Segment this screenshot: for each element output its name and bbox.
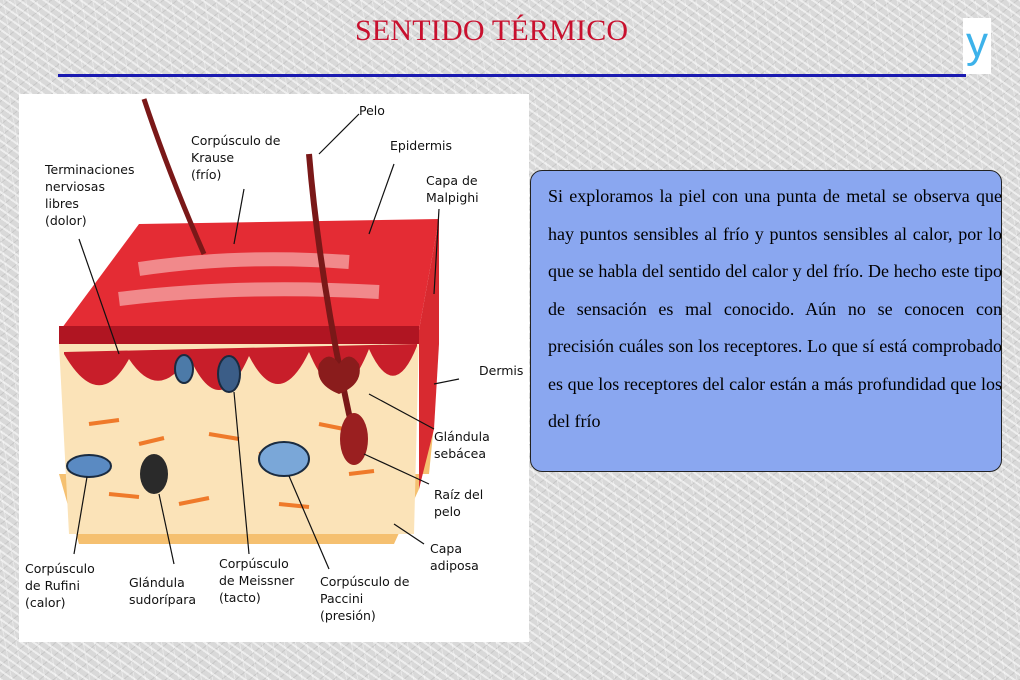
sweat-gland [140,454,168,494]
label-adiposa: Capa adiposa [430,541,479,573]
label-malpighi: Capa de Malpighi [426,173,479,205]
meissner-corpuscle [218,356,240,392]
label-krause: Corpúsculo de Krause (frío) [191,133,281,182]
label-dermis: Dermis [479,363,524,378]
label-pelo: Pelo [359,103,385,118]
label-rufini: Corpúsculo de Rufini (calor) [25,561,95,610]
label-sebacea: Glándula sebácea [434,429,490,461]
hair-root [340,413,368,465]
corner-logo: y [963,18,991,74]
rufini-corpuscle [67,455,111,477]
page-title: SENTIDO TÉRMICO [355,14,629,47]
label-raiz: Raíz del pelo [434,487,484,519]
description-paragraph: Si exploramos la piel con una punta de metal se observa que hay puntos sensibles al frío y puntos sensibles al calor, por lo que se habla del sentido del calor y del frío. De hecho este tipo de sensación es mal conocido. Aún no se conocen con precisión cuáles son los receptores. Lo que sí está comprobado es que los receptores del calor están a más profundidad que los del frío [548,186,1002,431]
krause-corpuscle [175,355,193,383]
epidermis-top [59,219,439,332]
label-paccini: Corpúsculo de Paccini (presión) [320,574,410,623]
skin-diagram [19,94,529,642]
label-terminaciones: Terminaciones nerviosas libres (dolor) [45,162,135,228]
paccini-corpuscle [259,442,309,476]
label-sudoripara: Glándula sudorípara [129,575,197,607]
label-epidermis: Epidermis [390,138,453,153]
title-underline [58,74,966,77]
label-meissner: Corpúsculo de Meissner (tacto) [219,556,295,605]
